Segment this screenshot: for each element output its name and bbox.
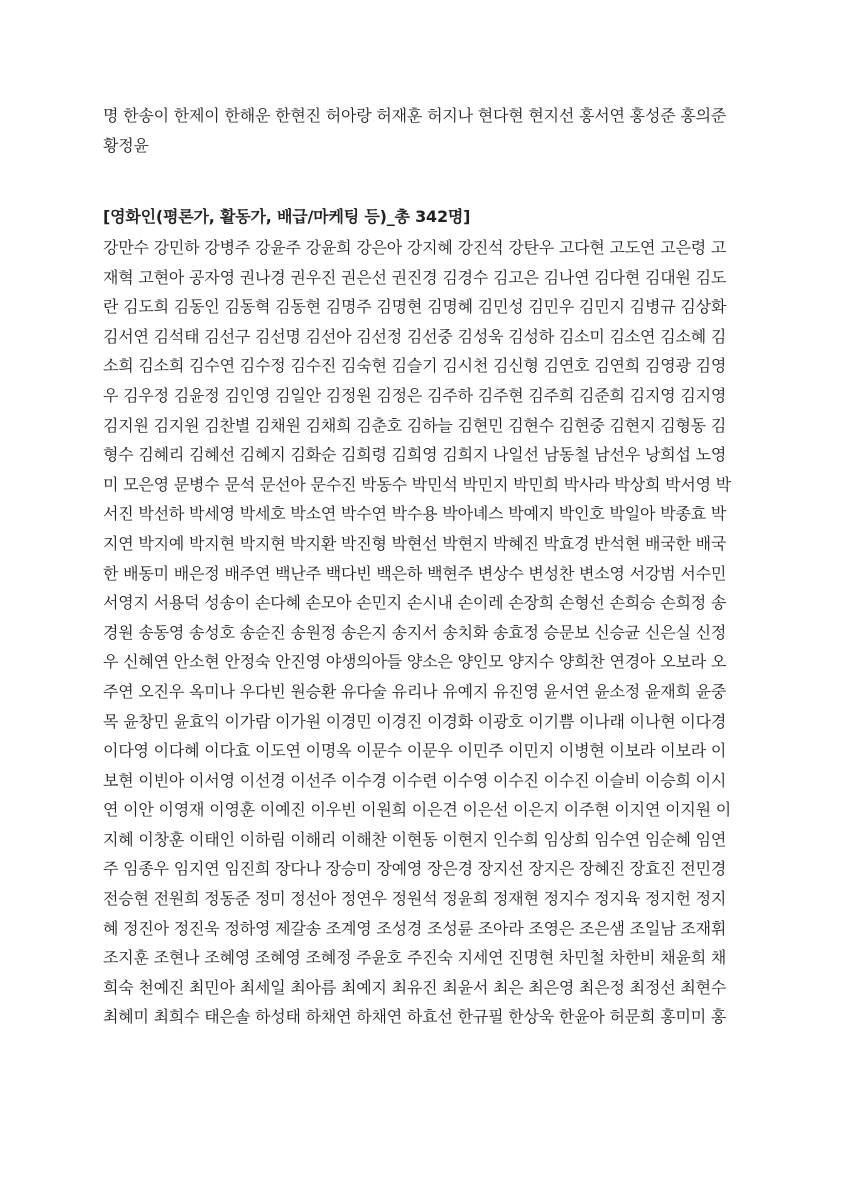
- section-heading: [영화인(평론가, 활동가, 배급/마케팅 등)_총 342명]: [103, 207, 471, 226]
- name-list-continuation: 명 한송이 한제이 한해운 한현진 허아랑 허재훈 허지나 현다현 현지선 홍서연 홍성준 홍의준 황정윤: [103, 106, 727, 155]
- name-list-body: 강만수 강민하 강병주 강윤주 강윤희 강은아 강지혜 강진석 강탄우 고다현 고도연 고은령 고 재혁 고현아 공자영 권나경 권우진 권은선 권진경 김경수 김고은 김나연 김다현 김대원 김도 란 김도희 김동인 김동혁 김동현 김명주 김명현 김명혜 김민성 김민우 김민지 김병규 김상화 김서연 김석태 김선구 김선명 김선아 김선정 김선중 김성욱 김성하 김소미 김소연 김소혜 김 소희 김소희 김수연 김수정 김수진 김숙현 김슬기 김시천 김신형 김연호 김연희 김영광 김영 우 김우정 김윤정 김인영 김일안 김정원 김정은 김주하 김주현 김주희 김준희 김지영 김지영 김지원 김지원 김찬별 김채원 김채희 김춘호 김하늘 김현민 김현수 김현중 김현지 김형동 김 형수 김혜리 김혜선 김혜지 김화순 김희령 김희영 김희지 나일선 남동철 남선우 낭희섭 노영 미 모은영 문병수 문석 문선아 문수진 박동수 박민석 박민지 박민희 박사라 박상희 박서영 박 서진 박선하 박세영 박세호 박소연 박수연 박수용 박아녜스 박예지 박인호 박일아 박종효 박 지연 박지예 박지현 박지현 박지환 박진형 박현선 박현지 박혜진 박효경 반석현 배국한 배국 한 배동미 배은정 배주연 백난주 백다빈 백은하 백현주 변상수 변성찬 변소영 서강범 서수민 서영지 서용덕 성송이 손다혜 손모아 손민지 손시내 손이레 손장희 손형선 손희승 손희정 송 경원 송동영 송성호 송순진 송원정 송은지 송지서 송치화 송효정 승문보 신승균 신은실 신정 우 신혜연 안소현 안정숙 안진영 야생의아들 양소은 양인모 양지수 양희찬 연경아 오보라 오 주연 오진우 옥미나 우다빈 원승환 유다술 유리나 유예지 유진영 윤서연 윤소정 윤재희 윤중 목 윤창민 윤효익 이가람 이가원 이경민 이경진 이경화 이광호 이기쁨 이나래 이나현 이다경 이다영 이다혜 이다효 이도연 이명옥 이문수 이문우 이민주 이민지 이병현 이보라 이보라 이 보현 이빈아 이서영 이선경 이선주 이수경 이수련 이수영 이수진 이수진 이슬비 이승희 이시 연 이안 이영재 이영훈 이예진 이우빈 이원희 이은견 이은선 이은지 이주현 이지연 이지원 이 지혜 이창훈 이태인 이하림 이해리 이해찬 이현동 이현지 인수희 임상희 임수연 임순혜 임연 주 임종우 임지연 임진희 장다나 장승미 장예영 장은경 장지선 장지은 장혜진 장효진 전민경 전승현 전원희 정동준 정미 정선아 정연우 정원석 정윤희 정재현 정지수 정지육 정지헌 정지 혜 정진아 정진욱 정하영 제갈송 조계영 조성경 조성륜 조아라 조영은 조은샘 조일남 조재휘 조지훈 조현나 조혜영 조혜영 조혜정 주윤호 주진숙 지세연 진명현 차민철 차한비 채윤희 채 희숙 천예진 최민아 최세일 최아름 최예지 최유진 최윤서 최은 최은영 최은정 최정선 최현수 최혜미 최희수 태은솔 하성태 하채연 하채연 하효선 한규필 한상욱 한윤아 허문희 홍미미 홍: [103, 238, 731, 1027]
